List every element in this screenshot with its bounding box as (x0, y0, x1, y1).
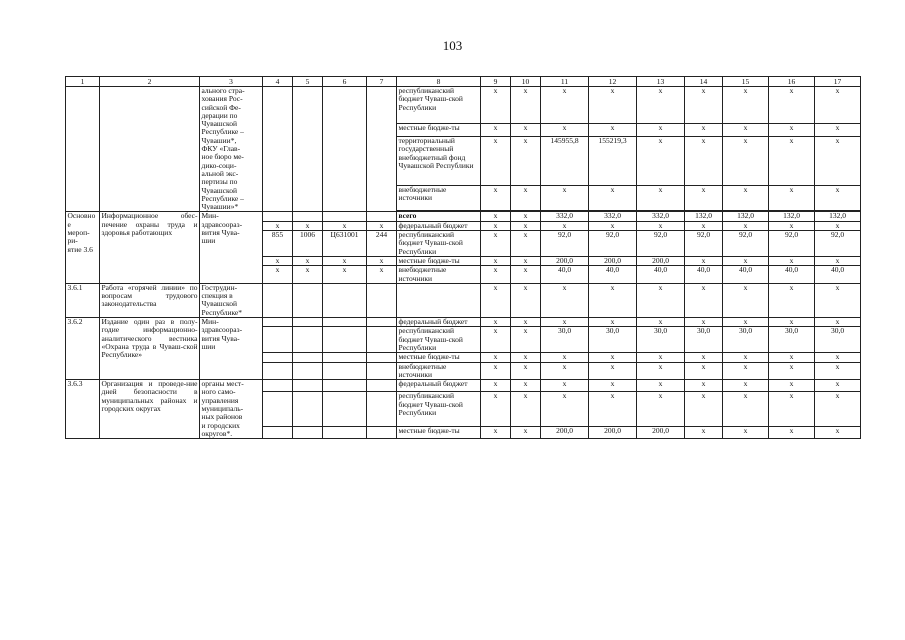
table-cell: x (511, 256, 541, 265)
table-cell: 40,0 (637, 266, 685, 284)
table-cell: x (511, 231, 541, 257)
table-cell: x (769, 318, 815, 327)
table-cell (293, 362, 323, 380)
table-cell: x (511, 283, 541, 317)
column-number-row (66, 77, 861, 87)
table-cell: x (589, 362, 637, 380)
table-cell: x (815, 221, 861, 230)
table-cell: x (511, 380, 541, 392)
table-cell: x (367, 266, 397, 284)
table-cell: x (541, 362, 589, 380)
table-cell (293, 353, 323, 362)
table-cell: x (769, 353, 815, 362)
table-cell: x (293, 221, 323, 230)
table-cell (367, 380, 397, 392)
table-cell: x (481, 266, 511, 284)
table-cell: x (589, 318, 637, 327)
table-cell: органы мест- ного само- управления муниципаль- ных районов и городских округов*. (200, 380, 263, 439)
table-cell: x (685, 185, 723, 210)
table-cell: Основное мероп-ри- ятие 3.6 (66, 212, 100, 283)
table-cell: 200,0 (589, 256, 637, 265)
table-cell: x (637, 185, 685, 210)
table-cell (293, 327, 323, 353)
table-cell (323, 283, 367, 317)
table-cell: Гострудин- спекция в Чувашской Республике* (200, 283, 263, 317)
table-cell: Организация и проведе-ние дней безопасности в муниципальных районах и городских округах (100, 380, 200, 439)
table-cell: 30,0 (541, 327, 589, 353)
table-cell: x (769, 137, 815, 186)
table-cell: x (769, 426, 815, 438)
table-cell: x (815, 185, 861, 210)
table-cell: x (815, 353, 861, 362)
table-cell: x (293, 266, 323, 284)
table-cell: x (815, 283, 861, 317)
table-cell: x (815, 256, 861, 265)
table-cell (367, 392, 397, 426)
table-cell: x (589, 283, 637, 317)
table-cell: x (511, 137, 541, 186)
table-cell: x (723, 123, 769, 136)
budget-table (65, 76, 861, 439)
table-cell: x (481, 318, 511, 327)
table-cell: Ц631001 (323, 231, 367, 257)
table-cell: x (263, 256, 293, 265)
table-cell: 92,0 (541, 231, 589, 257)
table-cell: местные бюдже-ты (397, 123, 481, 136)
table-cell (293, 392, 323, 426)
table-cell: x (511, 221, 541, 230)
table-cell: 200,0 (541, 256, 589, 265)
table-cell: 30,0 (589, 327, 637, 353)
table-cell: x (481, 231, 511, 257)
table-cell: x (541, 221, 589, 230)
table-cell: x (511, 185, 541, 210)
table-cell (293, 283, 323, 317)
table-cell (323, 362, 367, 380)
table-cell: 40,0 (589, 266, 637, 284)
table-cell: x (637, 318, 685, 327)
table-cell: x (723, 221, 769, 230)
table-cell (263, 380, 293, 392)
column-number-cell: 14 (685, 77, 723, 87)
table-cell: x (815, 87, 861, 124)
table-cell: x (293, 256, 323, 265)
table-cell: x (723, 185, 769, 210)
table-cell: x (815, 137, 861, 186)
table-cell: x (723, 380, 769, 392)
column-number-cell: 6 (323, 77, 367, 87)
table-cell: 40,0 (723, 266, 769, 284)
table-cell: республиканский бюджет Чуваш-ской Республики (397, 392, 481, 426)
table-cell: x (685, 392, 723, 426)
table-cell: x (723, 256, 769, 265)
table-cell: x (637, 283, 685, 317)
table-cell: местные бюдже-ты (397, 426, 481, 438)
table-cell (293, 318, 323, 327)
table-cell (367, 212, 397, 221)
table-cell: x (511, 266, 541, 284)
table-cell: x (541, 185, 589, 210)
table-cell (367, 362, 397, 380)
table-cell: ального стра- хования Рос- сийской Фе- дерации по Чувашской Республике – Чувашии*, ФКУ «Глав- ное бюро ме- дико-соци- альной экс- пертизы по Чувашской Республике – Чувашии»* (200, 87, 263, 212)
table-cell: 30,0 (637, 327, 685, 353)
table-cell: x (511, 327, 541, 353)
column-number-cell: 1 (66, 77, 100, 87)
table-cell: x (511, 318, 541, 327)
table-cell (367, 318, 397, 327)
table-cell: республиканский бюджет Чуваш-ской Республики (397, 327, 481, 353)
table-cell (263, 353, 293, 362)
table-cell (263, 327, 293, 353)
table-cell: 3.6.3 (66, 380, 100, 439)
column-number-cell: 13 (637, 77, 685, 87)
table-cell (263, 362, 293, 380)
table-cell: 3.6.1 (66, 283, 100, 317)
table-cell: x (481, 87, 511, 124)
table-cell: местные бюдже-ты (397, 353, 481, 362)
table-row (66, 87, 861, 124)
table-cell: x (685, 353, 723, 362)
table-cell: x (481, 380, 511, 392)
table-cell: x (815, 392, 861, 426)
table-cell (293, 380, 323, 392)
table-cell: федеральный бюджет (397, 318, 481, 327)
table-cell: x (541, 87, 589, 124)
table-cell: республиканский бюджет Чуваш-ской Республики (397, 231, 481, 257)
column-number-cell: 5 (293, 77, 323, 87)
table-cell: x (323, 266, 367, 284)
table-cell (323, 212, 367, 221)
table-cell: 40,0 (685, 266, 723, 284)
table-cell: x (511, 212, 541, 221)
page-number: 103 (442, 38, 463, 53)
table-cell: 3.6.2 (66, 318, 100, 380)
table-cell: x (685, 137, 723, 186)
table-cell: 92,0 (723, 231, 769, 257)
table-cell: x (685, 362, 723, 380)
column-number-cell: 11 (541, 77, 589, 87)
table-cell: x (263, 221, 293, 230)
column-number-cell: 2 (100, 77, 200, 87)
table-cell: x (637, 221, 685, 230)
table-cell: x (685, 221, 723, 230)
table-cell: x (541, 380, 589, 392)
table-cell: x (637, 392, 685, 426)
table-cell: x (723, 87, 769, 124)
table-cell: x (723, 353, 769, 362)
table-cell: 132,0 (685, 212, 723, 221)
table-cell: x (637, 87, 685, 124)
column-number-cell: 3 (200, 77, 263, 87)
table-cell: x (815, 380, 861, 392)
column-number-cell: 8 (397, 77, 481, 87)
table-cell: Мин- здравсоораз- вития Чува- шии (200, 212, 263, 283)
table-cell (367, 353, 397, 362)
table-cell: 30,0 (769, 327, 815, 353)
table-cell: 200,0 (637, 426, 685, 438)
column-number-cell: 15 (723, 77, 769, 87)
table-cell: x (481, 256, 511, 265)
table-cell: x (367, 256, 397, 265)
table-cell: x (637, 380, 685, 392)
table-cell: x (637, 137, 685, 186)
table-cell: x (589, 221, 637, 230)
table-cell: x (541, 123, 589, 136)
table-cell: x (481, 137, 511, 186)
table-cell (263, 283, 293, 317)
table-cell: x (769, 185, 815, 210)
table-cell: x (541, 283, 589, 317)
table-cell: 132,0 (769, 212, 815, 221)
table-cell: 200,0 (637, 256, 685, 265)
table-cell: x (723, 137, 769, 186)
table-cell: 30,0 (685, 327, 723, 353)
table-cell: 132,0 (723, 212, 769, 221)
table-cell: 244 (367, 231, 397, 257)
table-cell: 30,0 (723, 327, 769, 353)
table-cell: x (589, 392, 637, 426)
table-cell: 200,0 (541, 426, 589, 438)
table-cell: внебюджетные источники (397, 362, 481, 380)
table-cell (263, 87, 293, 212)
table-cell: x (511, 123, 541, 136)
table-cell: Издание один раз в полу-годие информационно-аналитического вестника «Охрана труда в Чуваш-ской Республике» (100, 318, 200, 380)
table-cell (263, 426, 293, 438)
table-cell: федеральный бюджет (397, 221, 481, 230)
table-cell: x (769, 283, 815, 317)
table-cell: x (541, 318, 589, 327)
table-cell (263, 318, 293, 327)
table-cell (323, 380, 367, 392)
table-cell (293, 426, 323, 438)
table-cell (323, 353, 367, 362)
column-number-cell: 16 (769, 77, 815, 87)
table-cell: 132,0 (815, 212, 861, 221)
table-row (66, 380, 861, 392)
table-cell: федеральный бюджет (397, 380, 481, 392)
table-cell: x (723, 392, 769, 426)
table-cell (367, 426, 397, 438)
table-cell: x (511, 353, 541, 362)
column-number-cell: 9 (481, 77, 511, 87)
table-cell: x (723, 283, 769, 317)
table-cell: x (589, 87, 637, 124)
table-cell (367, 87, 397, 212)
table-cell: x (481, 327, 511, 353)
table-cell: x (723, 426, 769, 438)
table-cell: 40,0 (541, 266, 589, 284)
table-cell: x (815, 426, 861, 438)
table-cell: x (541, 353, 589, 362)
table-cell: x (481, 185, 511, 210)
table-cell: 92,0 (637, 231, 685, 257)
table-cell: x (511, 392, 541, 426)
table-cell: 200,0 (589, 426, 637, 438)
table-cell: 92,0 (685, 231, 723, 257)
table-cell: x (589, 185, 637, 210)
table-cell: x (511, 362, 541, 380)
table-cell: x (637, 123, 685, 136)
table-cell: x (769, 123, 815, 136)
column-number-cell: 10 (511, 77, 541, 87)
table-cell: 332,0 (637, 212, 685, 221)
table-cell: x (589, 353, 637, 362)
table-cell: x (685, 380, 723, 392)
table-cell: x (723, 318, 769, 327)
table-cell: x (637, 353, 685, 362)
table-cell: x (685, 256, 723, 265)
table-cell: x (685, 87, 723, 124)
table-body (66, 77, 861, 439)
table-cell: 92,0 (589, 231, 637, 257)
table-cell: x (511, 87, 541, 124)
table-cell (323, 392, 367, 426)
table-cell: x (481, 212, 511, 221)
table-cell (367, 283, 397, 317)
table-row (66, 212, 861, 221)
table-cell: x (637, 362, 685, 380)
table-cell: x (323, 221, 367, 230)
table-cell: 332,0 (589, 212, 637, 221)
table-cell: местные бюдже-ты (397, 256, 481, 265)
table-cell: x (481, 123, 511, 136)
table-cell: x (723, 362, 769, 380)
table-cell: внебюджетные источники (397, 185, 481, 210)
table-cell: Мин- здравсоораз- вития Чува- шии (200, 318, 263, 380)
table-cell (293, 87, 323, 212)
table-cell: x (541, 392, 589, 426)
table-cell (323, 87, 367, 212)
table-cell: x (685, 283, 723, 317)
table-cell: всего (397, 212, 481, 221)
table-cell (323, 327, 367, 353)
table-cell: x (769, 87, 815, 124)
table-cell: x (481, 283, 511, 317)
table-cell: x (481, 392, 511, 426)
table-cell: 145955,8 (541, 137, 589, 186)
table-cell: x (323, 256, 367, 265)
column-number-cell: 17 (815, 77, 861, 87)
table-cell: 332,0 (541, 212, 589, 221)
table-cell (263, 212, 293, 221)
table-cell: 855 (263, 231, 293, 257)
table-cell: x (815, 123, 861, 136)
table-cell (100, 87, 200, 212)
table-cell: 92,0 (815, 231, 861, 257)
table-cell: 155219,3 (589, 137, 637, 186)
table-cell: x (769, 256, 815, 265)
table-cell: x (481, 426, 511, 438)
table-cell: x (685, 123, 723, 136)
table-cell: x (481, 353, 511, 362)
table-cell: 1006 (293, 231, 323, 257)
table-cell: x (481, 362, 511, 380)
table-cell: 40,0 (769, 266, 815, 284)
table-cell: x (481, 221, 511, 230)
table-cell: 30,0 (815, 327, 861, 353)
table-cell: x (589, 123, 637, 136)
table-cell: x (815, 362, 861, 380)
table-cell (263, 392, 293, 426)
table-cell (66, 87, 100, 212)
table-cell (293, 212, 323, 221)
table-cell: 40,0 (815, 266, 861, 284)
column-number-cell: 12 (589, 77, 637, 87)
table-cell: x (685, 318, 723, 327)
table-cell: x (815, 318, 861, 327)
table-cell: x (769, 392, 815, 426)
table-cell: x (589, 380, 637, 392)
column-number-cell: 7 (367, 77, 397, 87)
table-row (66, 283, 861, 317)
table-row (66, 318, 861, 327)
table-cell (323, 426, 367, 438)
table-cell: x (769, 221, 815, 230)
table-cell: республиканский бюджет Чуваш-ской Республики (397, 87, 481, 124)
table-cell: Работа «горячей линии» по вопросам трудового законодательства (100, 283, 200, 317)
table-cell: территориальный государственный внебюджетный фонд Чувашской Республики (397, 137, 481, 186)
table-cell: 92,0 (769, 231, 815, 257)
table-cell (323, 318, 367, 327)
table-cell (397, 283, 481, 317)
column-number-cell: 4 (263, 77, 293, 87)
table-cell: внебюджетные источники (397, 266, 481, 284)
table-cell: x (367, 221, 397, 230)
table-cell: x (511, 426, 541, 438)
table-cell: Информационное обес-печение охраны труда и здоровья работающих (100, 212, 200, 283)
table-cell: x (769, 362, 815, 380)
table-cell: x (685, 426, 723, 438)
table-cell: x (769, 380, 815, 392)
table-cell (367, 327, 397, 353)
table-cell: x (263, 266, 293, 284)
